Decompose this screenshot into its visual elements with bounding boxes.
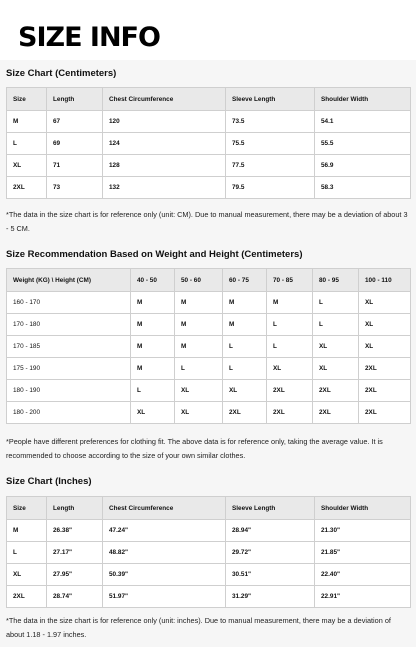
table-header-row	[7, 88, 411, 111]
column-header: 60 - 75	[223, 269, 267, 292]
table-cell: 79.5	[226, 177, 315, 199]
table-row	[7, 133, 411, 155]
table-cell: M	[7, 111, 47, 133]
table-cell: M	[223, 314, 267, 336]
table-cell: 73.5	[226, 111, 315, 133]
table-cell: 31.29"	[226, 586, 315, 608]
column-header: 50 - 60	[175, 269, 223, 292]
table-cell: L	[267, 314, 313, 336]
table-cell: 30.51"	[226, 564, 315, 586]
table-cell: L	[267, 336, 313, 358]
inch-size-table	[6, 496, 411, 608]
inch-chart-note: *The data in the size chart is for reference only (unit: inches). Due to manual measurement, there may be a deviation of about 1.18 - 1.97 inches.	[6, 616, 391, 639]
page-title: SIZE INFO	[18, 22, 160, 53]
table-row	[7, 358, 411, 380]
column-header: Shoulder Width	[315, 497, 411, 520]
column-header: Length	[47, 88, 103, 111]
table-cell: XL	[7, 155, 47, 177]
column-header: 100 - 110	[359, 269, 411, 292]
table-cell: XL	[359, 336, 411, 358]
table-cell: 2XL	[7, 177, 47, 199]
table-cell: 180 - 190	[7, 380, 131, 402]
table-cell: 2XL	[313, 380, 359, 402]
table-cell: XL	[175, 380, 223, 402]
table-cell: 2XL	[359, 402, 411, 424]
table-cell: XL	[175, 402, 223, 424]
table-cell: 75.5	[226, 133, 315, 155]
table-cell: 27.95"	[47, 564, 103, 586]
column-header: 70 - 85	[267, 269, 313, 292]
table-cell: 2XL	[359, 380, 411, 402]
table-cell: 22.91"	[315, 586, 411, 608]
column-header: 80 - 95	[313, 269, 359, 292]
table-cell: 180 - 200	[7, 402, 131, 424]
table-cell: 71	[47, 155, 103, 177]
table-cell: L	[313, 314, 359, 336]
table-cell: L	[223, 358, 267, 380]
table-cell: L	[175, 358, 223, 380]
table-cell: 51.97"	[103, 586, 226, 608]
column-header: Weight (KG) \ Height (CM)	[7, 269, 131, 292]
column-header: Sleeve Length	[226, 88, 315, 111]
table-cell: M	[131, 358, 175, 380]
table-cell: 132	[103, 177, 226, 199]
recommendation-title: Size Recommendation Based on Weight and Height (Centimeters)	[6, 249, 303, 260]
table-cell: 22.40"	[315, 564, 411, 586]
table-cell: 69	[47, 133, 103, 155]
table-cell: 2XL	[359, 358, 411, 380]
table-cell: XL	[267, 358, 313, 380]
table-cell: 21.85"	[315, 542, 411, 564]
cm-chart-note: *The data in the size chart is for reference only (unit: CM). Due to manual measurement, there may be a deviation of about 3 - 5 CM.	[6, 210, 408, 233]
table-cell: 170 - 180	[7, 314, 131, 336]
table-cell: M	[131, 292, 175, 314]
table-row	[7, 111, 411, 133]
table-cell: 26.38"	[47, 520, 103, 542]
column-header: Chest Circumference	[103, 497, 226, 520]
table-cell: 21.30"	[315, 520, 411, 542]
table-row	[7, 336, 411, 358]
column-header: Size	[7, 88, 47, 111]
table-cell: M	[131, 314, 175, 336]
cm-chart-title: Size Chart (Centimeters)	[6, 68, 117, 79]
table-cell: 27.17"	[47, 542, 103, 564]
column-header: Chest Circumference	[103, 88, 226, 111]
table-cell: 54.1	[315, 111, 411, 133]
table-row	[7, 402, 411, 424]
table-row	[7, 314, 411, 336]
column-header: Sleeve Length	[226, 497, 315, 520]
table-cell: XL	[131, 402, 175, 424]
table-cell: L	[131, 380, 175, 402]
table-cell: XL	[7, 564, 47, 586]
table-cell: 28.74"	[47, 586, 103, 608]
table-row	[7, 542, 411, 564]
table-cell: XL	[223, 380, 267, 402]
table-cell: M	[175, 336, 223, 358]
table-cell: 29.72"	[226, 542, 315, 564]
table-cell: 2XL	[267, 402, 313, 424]
table-cell: 58.3	[315, 177, 411, 199]
table-cell: XL	[313, 358, 359, 380]
table-cell: 77.5	[226, 155, 315, 177]
table-cell: 50.39"	[103, 564, 226, 586]
table-row	[7, 520, 411, 542]
column-header: Length	[47, 497, 103, 520]
table-cell: 56.9	[315, 155, 411, 177]
table-cell: 47.24"	[103, 520, 226, 542]
column-header: Shoulder Width	[315, 88, 411, 111]
table-row	[7, 380, 411, 402]
table-cell: 120	[103, 111, 226, 133]
table-row	[7, 155, 411, 177]
table-cell: 73	[47, 177, 103, 199]
table-cell: 2XL	[313, 402, 359, 424]
table-cell: 170 - 185	[7, 336, 131, 358]
table-cell: L	[7, 133, 47, 155]
table-cell: M	[267, 292, 313, 314]
table-cell: 124	[103, 133, 226, 155]
table-cell: XL	[313, 336, 359, 358]
table-cell: M	[223, 292, 267, 314]
table-cell: 2XL	[223, 402, 267, 424]
table-cell: M	[175, 314, 223, 336]
recommendation-note: *People have different preferences for clothing fit. The above data is for reference only, taking the average value. It is recommended to choose according to the size of your own similar clothes.	[6, 437, 383, 460]
cm-size-table	[6, 87, 411, 199]
table-cell: 48.82"	[103, 542, 226, 564]
table-header-row	[7, 497, 411, 520]
table-header-row	[7, 269, 411, 292]
table-cell: L	[223, 336, 267, 358]
table-row	[7, 292, 411, 314]
table-cell: 128	[103, 155, 226, 177]
table-row	[7, 564, 411, 586]
column-header: 40 - 50	[131, 269, 175, 292]
table-row	[7, 586, 411, 608]
table-cell: L	[7, 542, 47, 564]
table-cell: 55.5	[315, 133, 411, 155]
content-area	[0, 60, 416, 647]
header	[0, 0, 416, 60]
column-header: Size	[7, 497, 47, 520]
table-cell: 2XL	[7, 586, 47, 608]
table-cell: L	[313, 292, 359, 314]
table-cell: 160 - 170	[7, 292, 131, 314]
table-cell: XL	[359, 314, 411, 336]
table-cell: 28.94"	[226, 520, 315, 542]
table-cell: M	[175, 292, 223, 314]
recommendation-table	[6, 268, 411, 424]
table-cell: 67	[47, 111, 103, 133]
inch-chart-title: Size Chart (Inches)	[6, 476, 92, 487]
table-cell: 175 - 190	[7, 358, 131, 380]
table-cell: M	[131, 336, 175, 358]
table-cell: M	[7, 520, 47, 542]
table-row	[7, 177, 411, 199]
table-cell: XL	[359, 292, 411, 314]
table-cell: 2XL	[267, 380, 313, 402]
